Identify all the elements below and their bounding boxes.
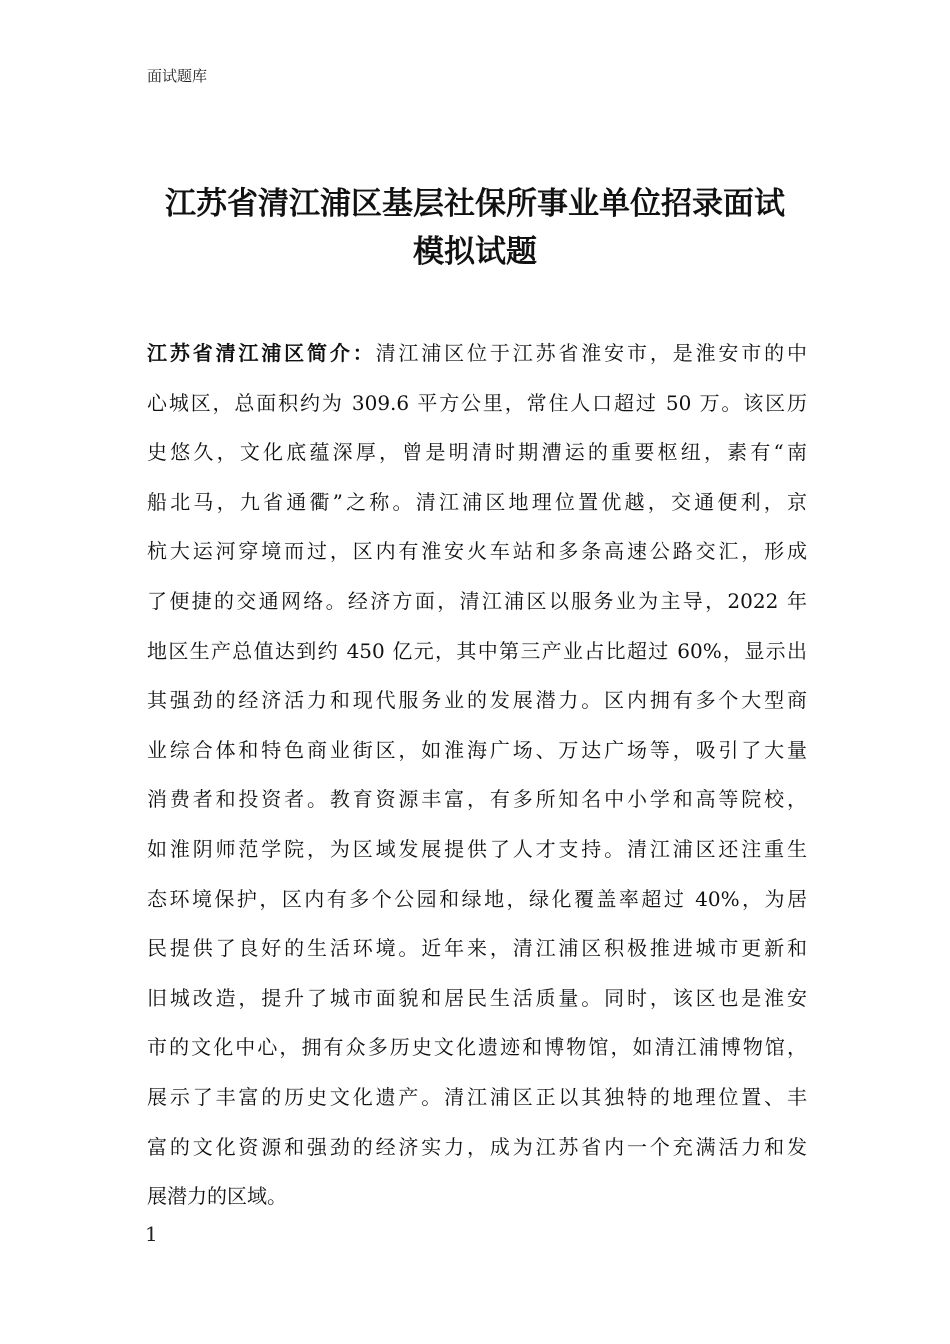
paragraph-line: 展示了丰富的历史文化遗产。清江浦区正以其独特的地理位置、丰 [147,1084,807,1109]
paragraph-line [147,329,807,379]
paragraph-line: 船北马，九省通衢”之称。清江浦区地理位置优越，交通便利，京 [147,489,807,514]
paragraph-line: 如淮阴师范学院，为区域发展提供了人才支持。清江浦区还注重生 [147,836,807,861]
paragraph-line: 富的文化资源和强劲的经济实力，成为江苏省内一个充满活力和发 [147,1134,807,1159]
paragraph-line: 心城区，总面积约为 309.6 平方公里，常住人口超过 50 万。该区历 [147,390,807,415]
paragraph-line: 消费者和投资者。教育资源丰富，有多所知名中小学和高等院校， [147,787,807,812]
paragraph-line: 态环境保护，区内有多个公园和绿地，绿化覆盖率超过 40%，为居 [147,886,807,911]
paragraph-line: 地区生产总值达到约 450 亿元，其中第三产业占比超过 60%，显示出 [147,638,807,663]
paragraph-line: 史悠久，文化底蕴深厚，曾是明清时期漕运的重要枢纽，素有“南 [147,440,807,465]
page-number: 1 [145,1222,158,1246]
paragraph-line: 旧城改造，提升了城市面貌和居民生活质量。同时，该区也是淮安 [147,985,807,1010]
paragraph-line: 业综合体和特色商业街区，如淮海广场、万达广场等，吸引了大量 [147,737,807,762]
title-line-1: 江苏省清江浦区基层社保所事业单位招录面试 [165,186,785,222]
intro-label: 江苏省清江浦区简介： [147,341,376,365]
paragraph-line: 了便捷的交通网络。经济方面，清江浦区以服务业为主导，2022 年 [147,588,807,613]
header-label: 面试题库 [147,67,208,85]
paragraph-line-text: 清江浦区位于江苏省淮安市，是淮安市的中 [375,341,808,365]
paragraph-line: 展潜力的区域。 [147,1184,287,1209]
title-line-2: 模拟试题 [413,234,537,270]
intro-paragraph [147,329,807,1222]
paragraph-line: 其强劲的经济活力和现代服务业的发展潜力。区内拥有多个大型商 [147,688,807,713]
paragraph-line: 民提供了良好的生活环境。近年来，清江浦区积极推进城市更新和 [147,936,807,961]
paragraph-line: 杭大运河穿境而过，区内有淮安火车站和多条高速公路交汇，形成 [147,539,807,564]
paragraph-line: 市的文化中心，拥有众多历史文化遗迹和博物馆，如清江浦博物馆， [147,1035,807,1060]
document-title [100,180,850,276]
